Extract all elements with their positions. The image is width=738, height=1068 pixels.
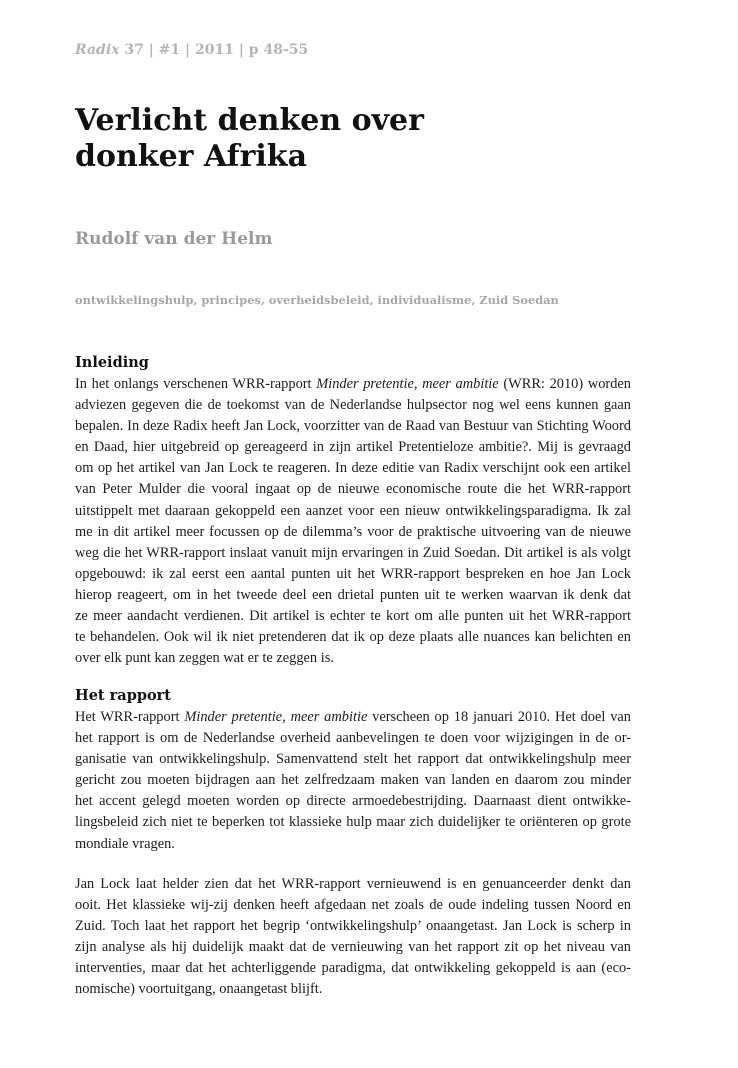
text-line: lingsbeleid zich niet te beperken tot klassieke hulp maar zich duidelijker te oriënteren op grote xyxy=(75,814,631,831)
text-line: bepalen. In deze Radix heeft Jan Lock, voorzitter van de Raad van Bestuur van Stichting Woord xyxy=(75,418,631,435)
paragraph-jan-lock xyxy=(75,874,631,1001)
paragraph-het-rapport xyxy=(75,707,631,855)
text-line: en Daad, hier uitgebreid op gereageerd in zijn artikel Pretentieloze ambitie?. Mij is gevraagd xyxy=(75,439,631,456)
text-line: ze meer aandacht verdienen. Dit artikel is echter te kort om alle punten uit het WRR-rapport xyxy=(75,608,631,625)
text-line: hierop reageert, om in het tweede deel een drietal punten uit te werken waarvan ik denk dat xyxy=(75,586,631,603)
text-line: over elk punt kan zeggen wat er te zeggen is. xyxy=(75,650,334,667)
journal-name: Radix xyxy=(75,42,120,58)
keywords: ontwikkelingshulp, principes, overheidsbeleid, individualisme, Zuid Soedan xyxy=(75,293,559,307)
author-name: Rudolf van der Helm xyxy=(75,229,273,249)
text-line: ganisatie van ontwikkelingshulp. Samenvattend stelt het rapport dat ontwikkelingshulp meer xyxy=(75,751,631,768)
text-line: adviezen gegeven die de toekomst van de Nederlandse hulpsector nog wel eens kunnen gaan xyxy=(75,397,631,414)
section-heading-inleiding: Inleiding xyxy=(75,354,149,371)
text-line: me in dit artikel meer focussen op de dilemma’s voor de praktische uitvoering van de nieuwe xyxy=(75,523,631,540)
text-line: In het onlangs verschenen WRR-rapport Minder pretentie, meer ambitie (WRR: 2010) worden xyxy=(75,376,631,392)
text-line: weg die het WRR-rapport inslaat vanuit mijn ervaringen in Zuid Soedan. Dit artikel is als volgt xyxy=(75,544,631,561)
text-line: nomische) voortuitgang, onaangetast blijft. xyxy=(75,981,323,998)
text-line: interventies, maar dat het achterliggende paradigma, dat ontwikkeling gekoppeld is aan (eco- xyxy=(75,960,631,977)
text-line: mondiale vragen. xyxy=(75,835,175,852)
text-line: het accent gelegd moeten worden op directe armoedebestrijding. Daarnaast dient ontwikke- xyxy=(75,793,631,810)
text-line: te behandelen. Ook wil ik niet pretenderen dat ik op deze plaats alle nuances kan belichten en xyxy=(75,629,631,646)
journal-issue-info: 37 | #1 | 2011 | p 48-55 xyxy=(119,42,309,58)
section-heading-het-rapport: Het rapport xyxy=(75,687,171,704)
text-line: Het WRR-rapport Minder pretentie, meer ambitie verscheen op 18 januari 2010. Het doel van xyxy=(75,709,631,725)
text-line: zijn analyse als hij duidelijk maakt dat de vernieuwing van het rapport zit op het niveau van xyxy=(75,939,631,956)
text-line: het rapport is om de Nederlandse overheid aanbevelingen te doen voor wijzigingen in de or- xyxy=(75,730,631,747)
title-line-2: donker Afrika xyxy=(75,139,308,174)
title-line-1: Verlicht denken over xyxy=(75,103,424,138)
text-line: ooit. Het klassieke wij-zij denken heeft afgedaan net zoals de oude indeling tussen Noord en xyxy=(75,897,631,914)
text-line: om op het artikel van Jan Lock te reageren. In deze editie van Radix verschijnt ook een artikel xyxy=(75,460,631,477)
text-line: Zuid. Toch laat het rapport het begrip ‘ontwikkelingshulp’ onaangetast. Jan Lock is scherp in xyxy=(75,918,631,935)
text-line: opgebouwd: ik zal eerst een aantal punten uit het WRR-rapport bespreken en hoe Jan Lock xyxy=(75,565,631,582)
journal-header xyxy=(75,42,308,58)
article-title xyxy=(75,103,424,175)
text-line: Jan Lock laat helder zien dat het WRR-rapport vernieuwend is en genuanceerder denkt dan xyxy=(75,876,631,892)
paragraph-inleiding xyxy=(75,374,631,669)
text-line: gericht zou moeten bijdragen aan het zelfredzaam maken van landen en daarom zou minder xyxy=(75,772,631,789)
text-line: uitstippelt met daaraan gekoppeld een aanzet voor een nieuw ontwikkelingsparadigma. Ik zal xyxy=(75,502,631,519)
text-line: van Peter Mulder die vooral ingaat op de nieuwe economische route die het WRR-rapport xyxy=(75,481,631,498)
